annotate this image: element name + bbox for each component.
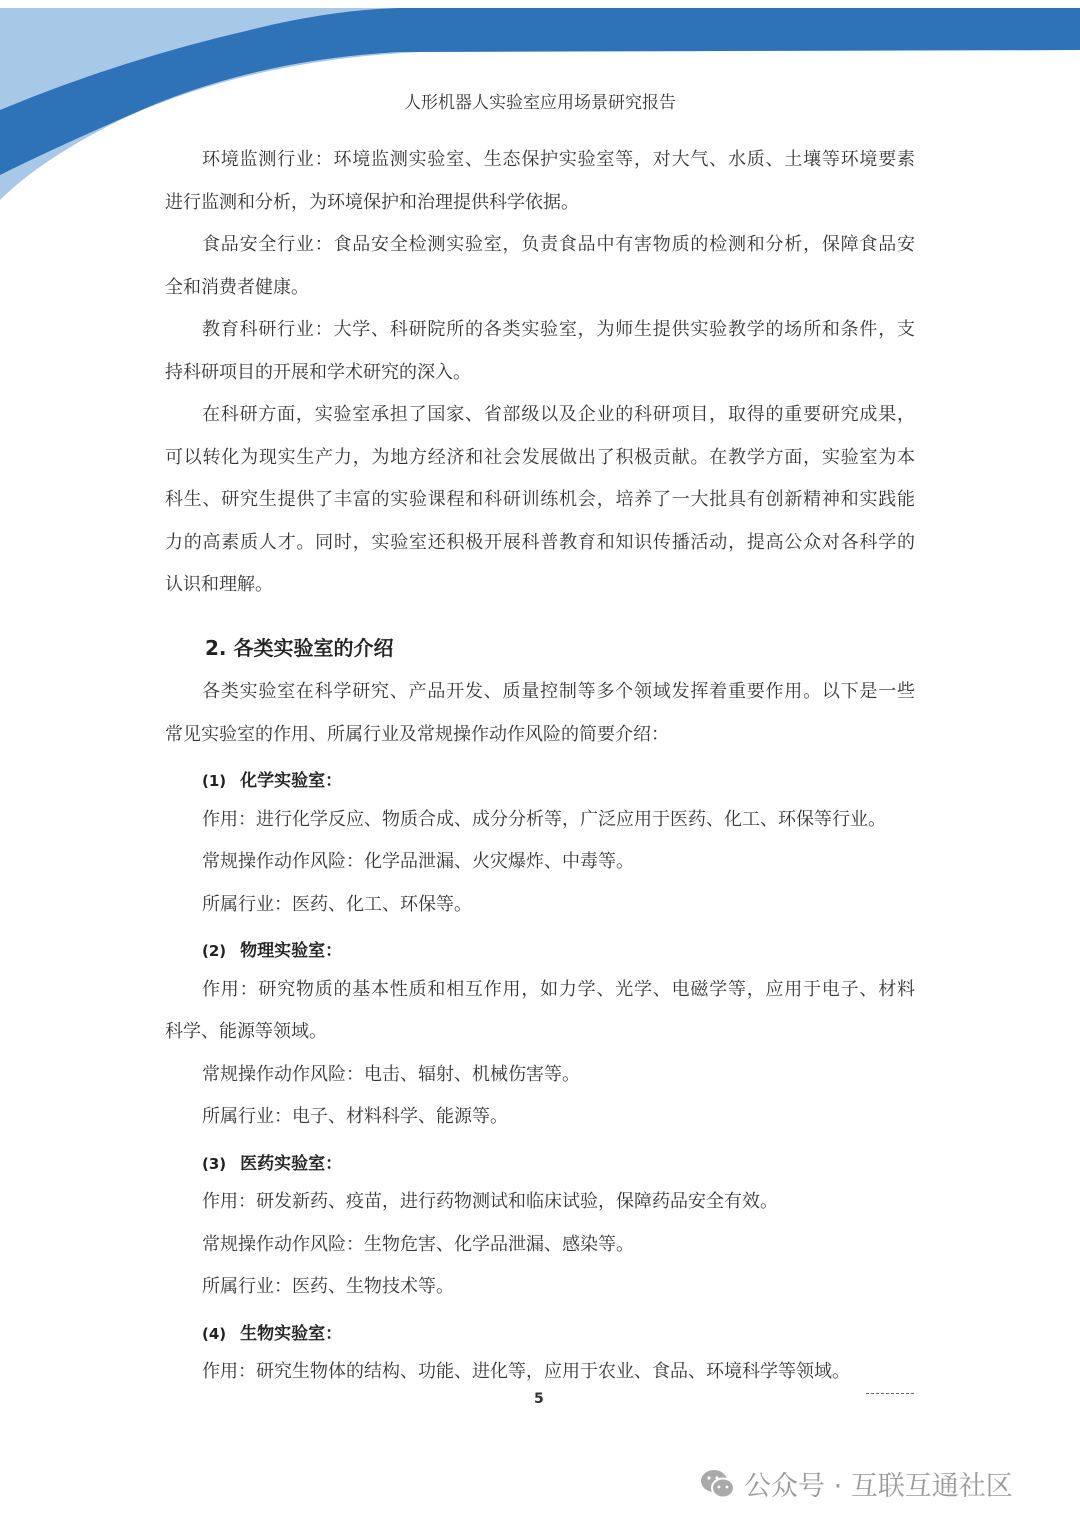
watermark-text: 公众号 · 互联互通社区: [744, 1471, 1013, 1502]
lab-detail-line: 常规操作动作风险：化学品泄漏、火灾爆炸、中毒等。: [202, 851, 634, 872]
lab-detail-line: 所属行业：电子、材料科学、能源等。: [202, 1106, 508, 1127]
lab-number: (4): [202, 1324, 227, 1343]
paragraph-line: 力的高素质人才。同时，实验室还积极开展科普教育和知识传播活动，提高公众对各科学的: [165, 531, 915, 553]
lab-detail-line: 所属行业：医药、生物技术等。: [202, 1276, 454, 1297]
lab-detail-line: 所属行业：医药、化工、环保等。: [202, 893, 472, 915]
paragraph-line: 可以转化为现实生产力，为地方经济和社会发展做出了积极贡献。在教学方面，实验室为本: [165, 446, 915, 468]
lab-subheading: [202, 936, 342, 961]
lab-detail-line: 常规操作动作风险：生物危害、化学品泄漏、感染等。: [202, 1233, 634, 1255]
lab-name: 物理实验室：: [240, 941, 343, 961]
paragraph-line: 各类实验室在科学研究、产品开发、质量控制等多个领域发挥着重要作用。以下是一些: [202, 681, 915, 702]
lab-number: (3): [202, 1154, 227, 1173]
paragraph-line: 在科研方面，实验室承担了国家、省部级以及企业的科研项目，取得的重要研究成果，: [202, 404, 915, 425]
page-number: 5: [534, 1391, 544, 1407]
paragraph-line: 认识和理解。: [165, 574, 273, 595]
lab-name: 化学实验室：: [240, 771, 343, 791]
lab-detail-line: 作用：研究生物体的结构、功能、进化等，应用于农业、食品、环境科学等领域。: [202, 1361, 850, 1382]
paragraph-line: 持科研项目的开展和学术研究的深入。: [165, 361, 471, 383]
lab-detail-line: 作用：研究物质的基本性质和相互作用，如力学、光学、电磁学等，应用于电子、材料: [202, 978, 915, 1000]
lab-detail-line: 作用：研发新药、疫苗，进行药物测试和临床试验，保障药品安全有效。: [202, 1191, 778, 1212]
lab-subheading: [202, 1149, 342, 1174]
watermark: [700, 1464, 1013, 1503]
paragraph-line: 环境监测行业：环境监测实验室、生态保护实验室等，对大气、水质、土壤等环境要素: [202, 149, 915, 170]
paragraph-line: 食品安全行业：食品安全检测实验室，负责食品中有害物质的检测和分析，保障食品安: [202, 234, 915, 255]
lab-subheading: [202, 1319, 342, 1344]
lab-number: (1): [202, 772, 227, 790]
footer-dash: [866, 1393, 914, 1395]
lab-detail-line: 科学、能源等领域。: [165, 1021, 327, 1042]
paragraph-line: 科生、研究生提供了丰富的实验课程和科研训练机会，培养了一大批具有创新精神和实践能: [165, 489, 915, 510]
lab-name: 医药实验室：: [240, 1153, 343, 1174]
paragraph-line: 常见实验室的作用、所属行业及常规操作动作风险的简要介绍：: [165, 723, 669, 745]
lab-detail-line: 常规操作动作风险：电击、辐射、机械伤害等。: [202, 1063, 580, 1085]
lab-name: 生物实验室：: [240, 1323, 343, 1344]
paragraph-line: 全和消费者健康。: [165, 276, 309, 298]
lab-subheading: [202, 766, 342, 791]
document-header-title: 人形机器人实验室应用场景研究报告: [404, 93, 676, 113]
paragraph-line: 进行监测和分析，为环境保护和治理提供科学依据。: [165, 191, 579, 213]
paragraph-line: 教育科研行业：大学、科研院所的各类实验室，为师生提供实验教学的场所和条件，支: [202, 319, 915, 340]
lab-detail-line: 作用：进行化学反应、物质合成、成分分析等，广泛应用于医药、化工、环保等行业。: [202, 808, 886, 830]
lab-number: (2): [202, 942, 227, 960]
wechat-icon: [700, 1468, 736, 1500]
section-heading: 2. 各类实验室的介绍: [205, 636, 394, 660]
